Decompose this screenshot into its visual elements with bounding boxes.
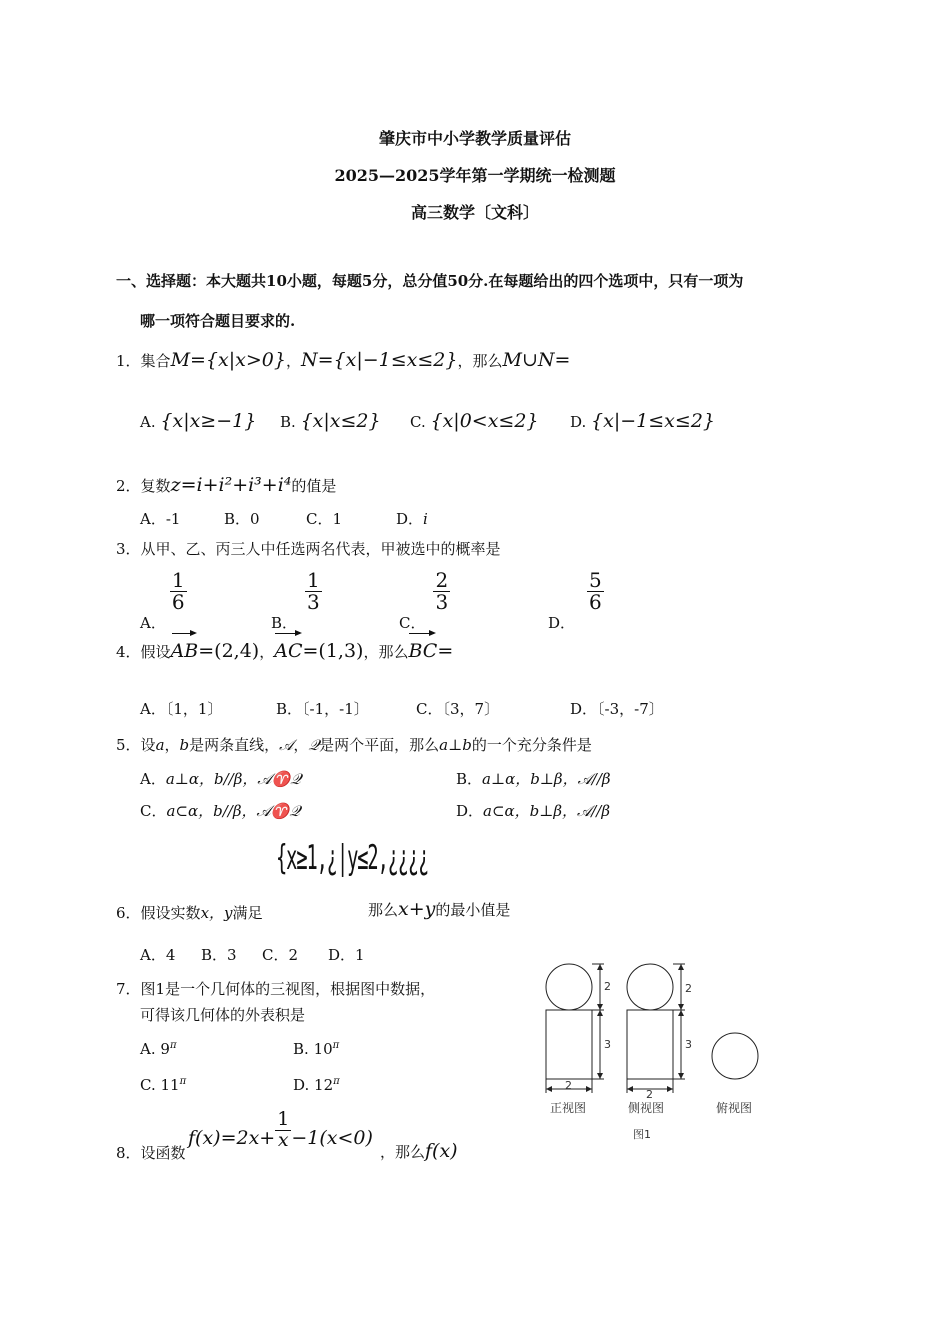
- fraction-numerator: 1: [171, 568, 185, 592]
- question-text: 集合: [140, 352, 171, 370]
- fraction-denominator: 3: [307, 590, 320, 614]
- option-label: A．: [140, 613, 166, 632]
- option-value: a⊂α，b//β，𝒜♈𝒬: [166, 802, 301, 820]
- q5-option-a[interactable]: [140, 768, 301, 789]
- q2-option-c[interactable]: [306, 508, 342, 529]
- option-value: 11: [160, 1076, 180, 1094]
- title-line-2: 2025—2025学年第一学期统一检测题: [334, 166, 616, 185]
- option-label: B．: [201, 946, 228, 964]
- separator: ，: [293, 736, 309, 754]
- q1-option-d[interactable]: [570, 406, 715, 437]
- three-view-figure: [530, 956, 770, 1146]
- question-text: 假设实数: [140, 904, 201, 922]
- question-text: 是两个平面，那么: [319, 736, 440, 754]
- option-value: a⊂α，b⊥β，𝒜//β: [483, 802, 611, 820]
- option-value: 4: [165, 946, 176, 964]
- option-label: D.: [293, 1076, 310, 1094]
- fraction-numerator: 1: [307, 568, 320, 592]
- option-label: D.: [570, 413, 587, 431]
- vector-ac: AC: [274, 634, 302, 668]
- q3-option-b[interactable]: [271, 568, 322, 632]
- q2-option-a[interactable]: [140, 508, 180, 529]
- q1-option-b[interactable]: [280, 406, 381, 437]
- fraction-numerator: 2: [435, 568, 449, 592]
- title-line-1: 肇庆市中小学教学质量评估: [378, 129, 571, 148]
- question-number: 8．: [116, 1144, 141, 1162]
- variables: x，y: [200, 904, 233, 922]
- question-number: 6．: [116, 904, 141, 922]
- q1-option-a[interactable]: [140, 406, 256, 437]
- q5-option-b[interactable]: [456, 768, 611, 789]
- q5-option-d[interactable]: [456, 800, 610, 821]
- question-text: ，那么: [363, 643, 409, 661]
- question-2: [116, 470, 336, 501]
- q7-option-d[interactable]: [293, 1076, 340, 1094]
- question-number: 4．: [116, 643, 141, 661]
- vector-bc: BC: [408, 634, 437, 668]
- perpendicular-condition: a⊥b: [439, 736, 472, 754]
- question-1: [116, 342, 570, 378]
- front-height-cylinder-label: 3: [604, 1038, 611, 1051]
- question-6-tail: [368, 898, 510, 920]
- question-text: 的最小值是: [435, 901, 511, 919]
- pi-symbol: π: [332, 1040, 340, 1051]
- q7-option-a[interactable]: [140, 1040, 177, 1058]
- plane-alpha: 𝒜: [279, 736, 294, 754]
- question-number: 7．: [116, 980, 141, 998]
- option-value: a⊥α，b⊥β，𝒜//β: [482, 770, 611, 788]
- q6-option-d[interactable]: [328, 944, 365, 965]
- option-label: A．: [140, 946, 166, 964]
- function-definition: [188, 1110, 373, 1162]
- option-value: 10: [313, 1040, 333, 1058]
- question-8-tail: [380, 1136, 458, 1167]
- side-height-sphere-label: 2: [685, 982, 692, 995]
- fraction-numerator: 5: [589, 568, 602, 592]
- q4-option-b[interactable]: [276, 698, 369, 719]
- section-heading-line-1: 一、选择题：本大题共10小题，每题5分，总分值50分.在每题给出的四个选项中，只有一项为: [116, 272, 744, 290]
- front-width-label: 2: [565, 1079, 572, 1092]
- option-label: D．: [570, 700, 598, 718]
- option-label: A.: [140, 413, 156, 431]
- question-number: 3．: [116, 540, 141, 558]
- q5-option-c[interactable]: [140, 800, 300, 821]
- question-text: 图1是一个几何体的三视图，根据图中数据，: [140, 980, 436, 998]
- q6-option-c[interactable]: [262, 944, 298, 965]
- q3-option-a[interactable]: [140, 568, 187, 632]
- side-view-label: 侧视图: [628, 1101, 665, 1115]
- question-text: 满足: [232, 904, 263, 922]
- option-label: B.: [293, 1040, 309, 1058]
- option-label: C.: [140, 1076, 156, 1094]
- question-text: 设: [140, 736, 156, 754]
- front-height-sphere-label: 2: [604, 980, 611, 993]
- option-value: i: [423, 510, 428, 528]
- question-5: [116, 734, 592, 755]
- line-b: b: [179, 736, 190, 754]
- question-text: ，那么: [457, 352, 503, 370]
- q7-option-b[interactable]: [293, 1040, 339, 1058]
- title-line-3: 高三数学〔文科〕: [410, 203, 539, 222]
- top-view-label: 俯视图: [716, 1101, 753, 1115]
- front-view-cylinder: [546, 1010, 592, 1079]
- plane-beta: 𝒬: [308, 736, 320, 754]
- side-view-cylinder: [627, 1010, 673, 1079]
- option-label: A．: [140, 770, 166, 788]
- side-view-sphere: [627, 964, 673, 1010]
- option-label: D．: [396, 510, 424, 528]
- option-label: C．: [306, 510, 333, 528]
- question-7-line-2: 可得该几何体的外表积是: [140, 1006, 306, 1024]
- pi-symbol: π: [333, 1076, 340, 1087]
- q6-option-a[interactable]: [140, 944, 175, 965]
- q3-option-c[interactable]: [399, 568, 450, 632]
- option-label: D．: [328, 946, 356, 964]
- q7-option-c[interactable]: [140, 1076, 186, 1094]
- option-label: C．: [399, 613, 426, 632]
- question-text: 复数: [140, 477, 171, 495]
- option-value: -1: [165, 510, 181, 528]
- q6-option-b[interactable]: [201, 944, 237, 965]
- option-value: a⊥α，b//β，𝒜♈𝒬: [165, 770, 302, 788]
- equals-sign: =: [437, 640, 454, 662]
- front-view-sphere: [546, 964, 592, 1010]
- option-value: {x|0<x≤2}: [430, 410, 539, 432]
- question-8: [116, 1142, 186, 1163]
- question-text: 的值是: [291, 477, 337, 495]
- option-label: B．: [224, 510, 251, 528]
- option-label: C.: [410, 413, 426, 431]
- vector-ab-value: =(2,4): [198, 640, 260, 662]
- option-value: 2: [288, 946, 299, 964]
- option-label: C．: [262, 946, 289, 964]
- question-text: 设函数: [140, 1144, 186, 1162]
- fraction-denominator: 6: [589, 590, 602, 614]
- option-value: 0: [250, 510, 260, 528]
- question-text: 的一个充分条件是: [471, 736, 592, 754]
- fraction-denominator: 3: [435, 590, 449, 614]
- fraction-denominator: x: [277, 1128, 289, 1151]
- q3-option-d[interactable]: [548, 568, 604, 632]
- union-expression: M∪N=: [502, 349, 571, 371]
- complex-z: z: [170, 474, 181, 496]
- option-label: A．: [140, 510, 166, 528]
- separator: ，: [164, 736, 180, 754]
- question-text: ，那么: [380, 1143, 426, 1161]
- separator: ，: [259, 643, 275, 661]
- option-label: D．: [548, 613, 576, 632]
- option-value: 〔3，7〕: [442, 700, 500, 718]
- option-label: B.: [280, 413, 296, 431]
- option-label: B．: [271, 613, 298, 632]
- question-7: [116, 978, 435, 999]
- inequality-system: {x≥1,¿|y≤2,¿¿¿¿: [276, 838, 429, 878]
- option-value: 1: [332, 510, 343, 528]
- option-value: 〔-1，-1〕: [302, 700, 369, 718]
- function-reference: f(x): [425, 1140, 458, 1162]
- question-number: 1．: [116, 352, 141, 370]
- option-label: A.: [140, 1040, 156, 1058]
- figure-caption: 图1: [633, 1128, 651, 1141]
- q2-option-b[interactable]: [224, 508, 260, 529]
- option-label: C．: [140, 802, 167, 820]
- pi-symbol: π: [179, 1076, 187, 1087]
- option-label: B．: [456, 770, 483, 788]
- option-value: {x|−1≤x≤2}: [591, 410, 715, 432]
- question-3: [116, 538, 501, 559]
- function-lhs: f(x)=2x+: [188, 1126, 276, 1149]
- question-6: [116, 902, 263, 923]
- function-rhs: −1(x<0): [291, 1126, 373, 1149]
- q4-option-d[interactable]: [570, 698, 664, 719]
- fraction-numerator: 1: [277, 1108, 290, 1130]
- option-label: C．: [416, 700, 443, 718]
- question-text: 是两条直线，: [189, 736, 280, 754]
- side-width-label: 2: [646, 1088, 653, 1101]
- vector-ab: AB: [171, 634, 199, 668]
- fraction-denominator: 6: [171, 590, 185, 614]
- complex-sum: =i+i²+i³+i⁴: [180, 474, 292, 496]
- question-4: [116, 634, 453, 669]
- question-number: 5．: [116, 736, 141, 754]
- question-text: 假设: [140, 643, 171, 661]
- question-number: 2．: [116, 477, 141, 495]
- option-label: D．: [456, 802, 484, 820]
- option-value: 〔-3，-7〕: [597, 700, 664, 718]
- separator: ，: [285, 352, 301, 370]
- top-view-circle: [712, 1033, 758, 1079]
- question-text: 从甲、乙、丙三人中任选两名代表，甲被选中的概率是: [140, 540, 501, 558]
- q4-option-a[interactable]: [140, 698, 222, 719]
- line-a: a: [155, 736, 165, 754]
- side-height-cylinder-label: 3: [685, 1038, 692, 1051]
- set-n: N={x|−1≤x≤2}: [300, 349, 458, 371]
- option-value: 9: [160, 1040, 170, 1058]
- pi-symbol: π: [169, 1040, 177, 1051]
- q2-option-d[interactable]: [396, 508, 428, 529]
- option-value: 〔1，1〕: [165, 700, 223, 718]
- option-value: {x|x≤2}: [300, 410, 381, 432]
- option-label: B．: [276, 700, 303, 718]
- option-value: {x|x≥−1}: [160, 410, 257, 432]
- vector-ac-value: =(1,3): [302, 640, 364, 662]
- q1-option-c[interactable]: [410, 406, 539, 437]
- option-value: 12: [314, 1076, 334, 1094]
- question-text: 那么: [368, 901, 399, 919]
- set-m: M={x|x>0}: [170, 349, 286, 371]
- option-label: A．: [140, 700, 166, 718]
- q4-option-c[interactable]: [416, 698, 499, 719]
- objective-expression: x+y: [398, 898, 436, 920]
- front-view-label: 正视图: [550, 1101, 587, 1115]
- option-value: 3: [227, 946, 237, 964]
- section-heading-line-2: 哪一项符合题目要求的.: [140, 312, 296, 330]
- option-value: 1: [355, 946, 365, 964]
